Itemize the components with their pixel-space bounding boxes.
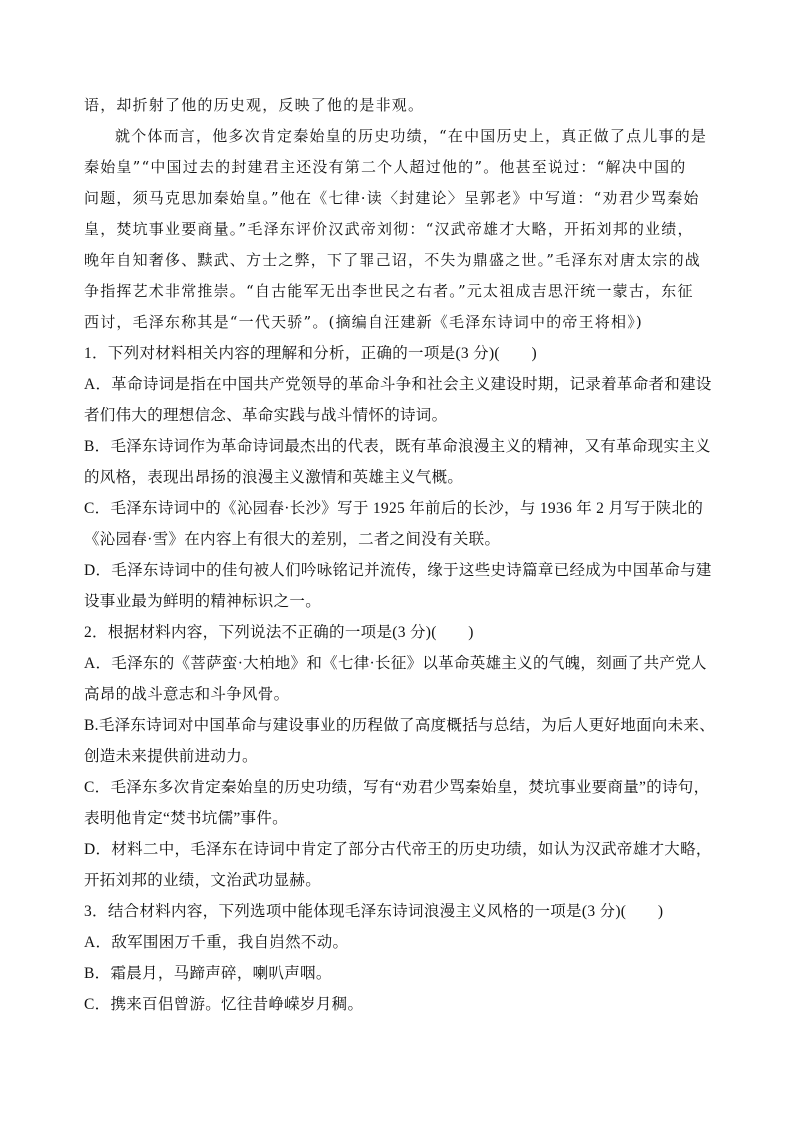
option-b-line: B.毛泽东诗词对中国革命与建设事业的历程做了高度概括与总结，为后人更好地面向未来、 xyxy=(84,717,716,734)
passage-line: 争指挥艺术非常推崇。“自古能军无出李世民之右者。”元太祖成吉思汗统一蒙古，东征 xyxy=(84,282,694,300)
question-stem: 2．根据材料内容，下列说法不正确的一项是(3 分)( ) xyxy=(84,624,474,641)
passage-line: 西讨，毛泽东称其是“一代天骄”。(摘编自汪建新《毛泽东诗词中的帝王将相》) xyxy=(84,313,643,331)
question-stem: 3．结合材料内容，下列选项中能体现毛泽东诗词浪漫主义风格的一项是(3 分)( ) xyxy=(84,903,664,920)
option-a-line: A．毛泽东的《菩萨蛮·大柏地》和《七律·长征》以革命英雄主义的气魄，刻画了共产党人 xyxy=(84,655,707,672)
question-stem: 1．下列对材料相关内容的理解和分析，正确的一项是(3 分)( ) xyxy=(84,345,537,362)
option-d-line: D．材料二中，毛泽东在诗词中肯定了部分古代帝王的历史功绩，如认为汉武帝雄才大略， xyxy=(84,841,712,858)
question-2 xyxy=(84,617,716,896)
passage-line: 问题，须马克思加秦始皇。”他在《七律·读〈封建论〉呈郭老》中写道：“劝君少骂秦始 xyxy=(84,189,700,207)
passage-continued-line xyxy=(84,90,712,121)
passage-line: 晚年自知奢侈、黩武、方士之弊，下了罪己诏，不失为鼎盛之世。”毛泽东对唐太宗的战 xyxy=(84,251,701,269)
option-c-line: 《沁园春·雪》在内容上有很大的差别，二者之间没有关联。 xyxy=(84,531,501,548)
passage-paragraph xyxy=(84,121,712,338)
option-c-line: C．毛泽东多次肯定秦始皇的历史功绩，写有“劝君少骂秦始皇，焚坑事业要商量”的诗句， xyxy=(84,779,710,796)
option-a-line: A．敌军围困万千重，我自岿然不动。 xyxy=(84,934,349,951)
passage-line: 秦始皇”“中国过去的封建君主还没有第二个人超过他的”。他甚至说过：“解决中国的 xyxy=(84,158,687,176)
option-c-line: 表明他肯定“焚书坑儒”事件。 xyxy=(84,810,288,827)
option-d-line: 开拓刘邦的业绩，文治武功显赫。 xyxy=(84,872,322,889)
passage-line: 就个体而言，他多次肯定秦始皇的历史功绩，“在中国历史上，真正做了点儿事的是 xyxy=(115,127,708,145)
option-a-line: 者们伟大的理想信念、革命实践与战斗情怀的诗词。 xyxy=(84,407,448,424)
option-a-line: A．革命诗词是指在中国共产党领导的革命斗争和社会主义建设时期，记录着革命者和建设 xyxy=(84,376,712,393)
option-b-line: 创造未来提供前进动力。 xyxy=(84,748,258,765)
passage-line: 语，却折射了他的历史观，反映了他的是非观。 xyxy=(84,96,425,114)
passage-line: 皇，焚坑事业要商量。”毛泽东评价汉武帝刘彻：“汉武帝雄才大略，开拓刘邦的业绩， xyxy=(84,220,694,238)
question-3 xyxy=(84,896,712,1020)
option-d-line: D．毛泽东诗词中的佳句被人们吟咏铭记并流传，缘于这些史诗篇章已经成为中国革命与建 xyxy=(84,562,712,579)
option-b-line: B．霜晨月，马蹄声碎，喇叭声咽。 xyxy=(84,965,332,982)
option-c-line: C．携来百侣曾游。忆往昔峥嵘岁月稠。 xyxy=(84,996,364,1013)
option-b-line: 的风格，表现出昂扬的浪漫主义激情和英雄主义气概。 xyxy=(84,469,464,486)
option-c-line: C．毛泽东诗词中的《沁园春·长沙》写于 1925 年前后的长沙，与 1936 年 2 月写于陕北的 xyxy=(84,500,704,517)
question-1 xyxy=(84,338,712,617)
option-a-line: 高昂的战斗意志和斗争风骨。 xyxy=(84,686,290,703)
option-b-line: B．毛泽东诗词作为革命诗词最杰出的代表，既有革命浪漫主义的精神，又有革命现实主义 xyxy=(84,438,711,455)
option-d-line: 设事业最为鲜明的精神标识之一。 xyxy=(84,593,322,610)
